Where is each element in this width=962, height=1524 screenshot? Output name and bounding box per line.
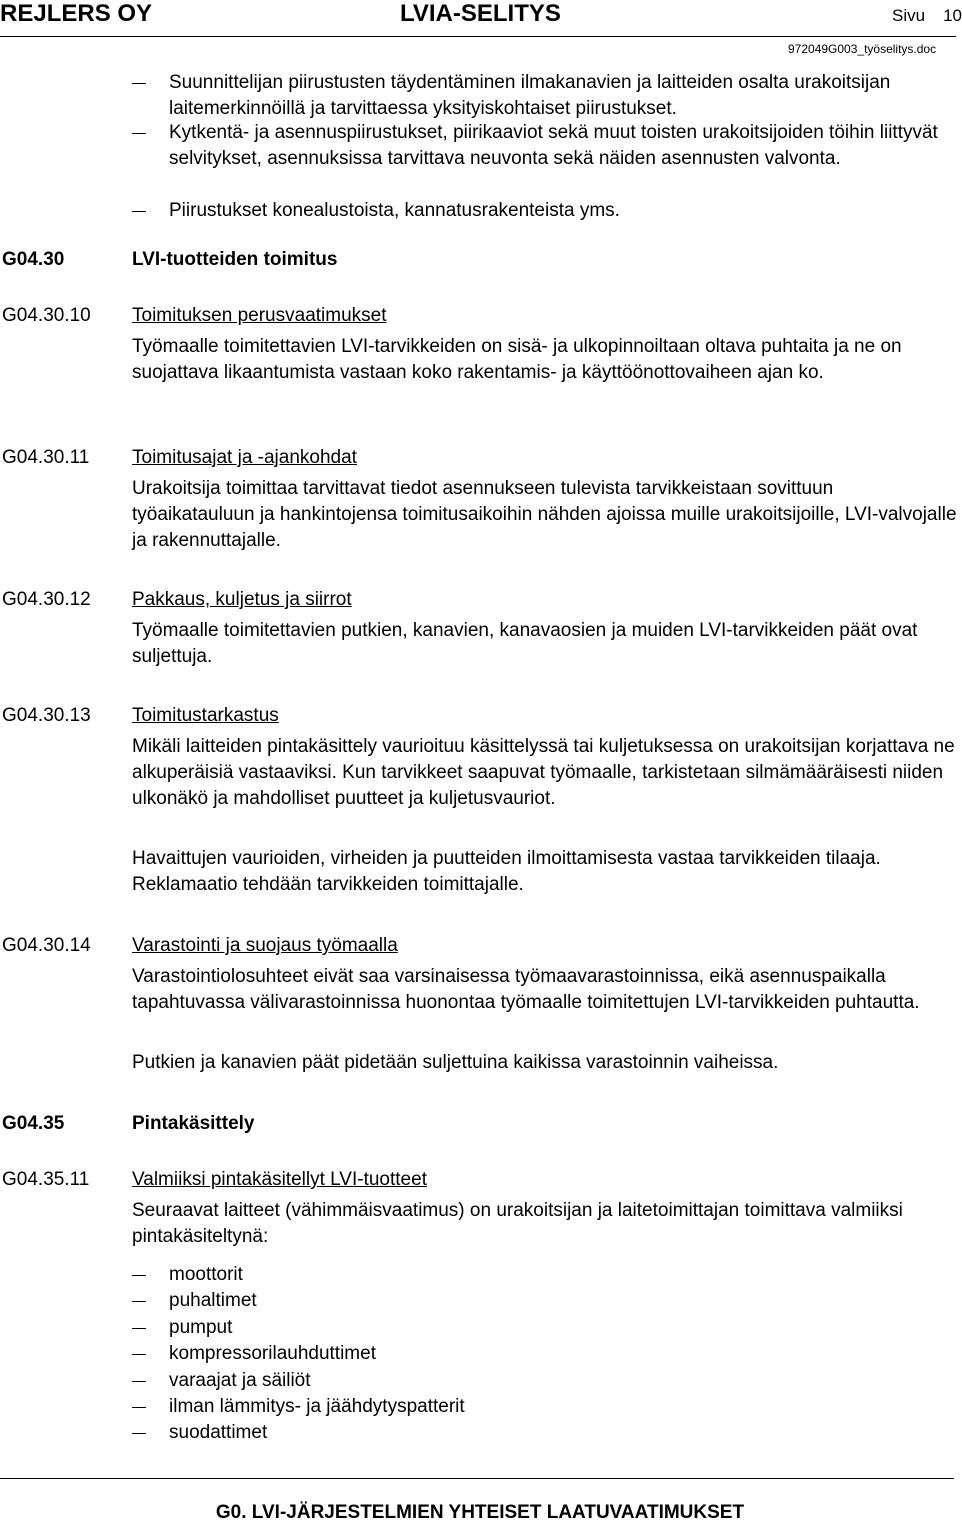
list-item-text: ilman lämmitys- ja jäähdytyspatterit [169,1396,465,1417]
paragraph: Havaittujen vaurioiden, virheiden ja puutteiden ilmoittamisesta vastaa tarvikkeiden tilaaja. Reklamaatio tehdään tarvikkeiden toimittajalle. [132,848,881,895]
dash-bullet-icon [132,1275,146,1276]
dash-bullet-icon [132,1433,146,1434]
section-code: G04.30.11 [2,447,90,468]
page-number: 10 [943,6,962,25]
paragraph: Urakoitsija toimittaa tarvittavat tiedot asennukseen tulevista tarvikkeistaan sovittuun työaikatauluun ja hankintojensa toimitusaikoihin nähden ajoissa muille urakoitsijoille, LVI-valvojalle ja rakennuttajalle. [132,478,957,551]
section-code: G04.30 [2,249,65,270]
section-code: G04.30.13 [2,705,91,726]
footer-title: G0. LVI-JÄRJESTELMIEN YHTEISET LAATUVAATIMUKSET [215,1502,745,1523]
dash-bullet-icon [132,1354,146,1355]
subsection-heading: Toimitusajat ja -ajankohdat [132,447,357,468]
section-code: G04.30.12 [2,589,91,610]
list-item-text: moottorit [169,1264,243,1285]
subsection-heading: Varastointi ja suojaus työmaalla [132,935,398,956]
document-reference: 972049G003_työselitys.doc [788,42,937,56]
section-code: G04.30.10 [2,305,91,326]
paragraph: Mikäli laitteiden pintakäsittely vaurioituu käsittelyssä tai kuljetuksessa on urakoitsijan korjattava ne alkuperäisiä vastaaviksi. Kun tarvikkeet saapuvat työmaalle, tarkistetaan silmämääräisesti niiden ulkonäkö ja mahdolliset puutteet ja kuljetusvauriot. [132,736,955,809]
dash-bullet-icon [132,1381,146,1382]
subsection-heading: Toimitustarkastus [132,705,279,726]
section-code: G04.35 [2,1113,65,1134]
document-title: LVIA-SELITYS [400,0,561,27]
list-item-text: Suunnittelijan piirustusten täydentäminen ilmakanavien ja laitteiden osalta urakoitsijan laitemerkinnöillä ja tarvittaessa yksityiskohtaiset piirustukset. [169,72,891,119]
dash-bullet-icon [132,1301,146,1302]
paragraph: Seuraavat laitteet (vähimmäisvaatimus) on urakoitsijan ja laitetoimittajan toimittava valmiiksi pintakäsiteltynä: [132,1200,903,1247]
list-item-text: Kytkentä- ja asennuspiirustukset, piirikaaviot sekä muut toisten urakoitsijoiden töihin liittyvät selvitykset, asennuksissa tarvittava neuvonta sekä näiden asennusten valvonta. [169,122,938,169]
list-item-text: varaajat ja säiliöt [169,1370,311,1391]
paragraph: Työmaalle toimitettavien putkien, kanavien, kanavaosien ja muiden LVI-tarvikkeiden päät ovat suljettuja. [132,620,918,667]
list-item-text: pumput [169,1317,233,1338]
section-code: G04.35.11 [2,1169,90,1190]
page-indicator [892,6,962,26]
subsection-heading: Pakkaus, kuljetus ja siirrot [132,589,352,610]
dash-bullet-icon [132,1407,146,1408]
paragraph: Työmaalle toimitettavien LVI-tarvikkeiden on sisä- ja ulkopinnoiltaan oltava puhtaita ja ne on suojattava likaantumista vastaan koko rakentamis- ja käyttöönottovaiheen ajan ko. [132,336,902,383]
paragraph: Putkien ja kanavien päät pidetään suljettuina kaikissa varastoinnin vaiheissa. [132,1052,779,1073]
subsection-heading: Valmiiksi pintakäsitellyt LVI-tuotteet [132,1169,427,1190]
footer-divider [0,1478,954,1479]
section-heading: Pintakäsittely [132,1113,255,1134]
section-heading: LVI-tuotteiden toimitus [132,249,338,270]
list-item-text: Piirustukset konealustoista, kannatusrakenteista yms. [169,200,620,221]
list-item-text: puhaltimet [169,1290,257,1311]
dash-bullet-icon [132,83,146,84]
company-name: REJLERS OY [0,0,153,27]
section-code: G04.30.14 [2,935,91,956]
list-item-text: kompressorilauhduttimet [169,1343,376,1364]
dash-bullet-icon [132,133,146,134]
page-label: Sivu [892,6,926,25]
dash-bullet-icon [132,1328,146,1329]
list-item-text: suodattimet [169,1422,268,1443]
dash-bullet-icon [132,211,146,212]
header-divider [0,36,956,37]
subsection-heading: Toimituksen perusvaatimukset [132,305,387,326]
paragraph: Varastointiolosuhteet eivät saa varsinaisessa työmaavarastoinnissa, eikä asennuspaikalla tapahtuvassa välivarastoinnissa huonontaa työmaalle toimitettujen LVI-tarvikkeiden puhtautta. [132,966,920,1013]
